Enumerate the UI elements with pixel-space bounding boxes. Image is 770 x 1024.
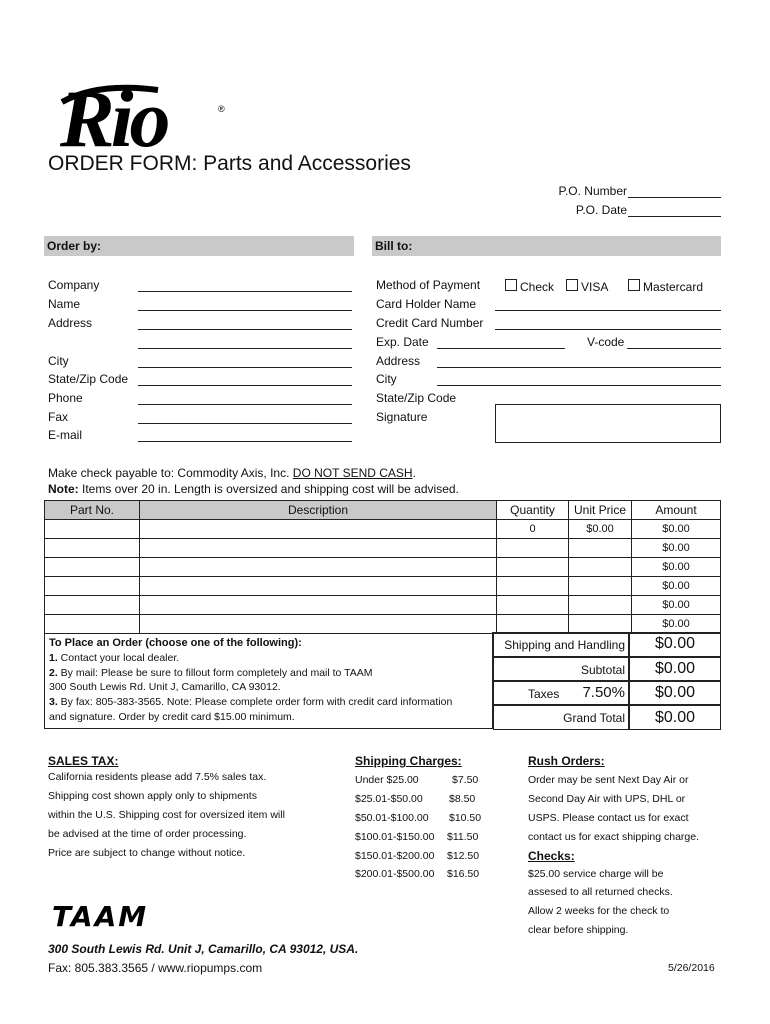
description-cell[interactable]	[140, 615, 497, 634]
phone-label: Phone	[48, 391, 83, 405]
company-label: Company	[48, 278, 100, 292]
vcode-field[interactable]	[627, 348, 721, 349]
taxes-label-cell	[493, 681, 629, 705]
shipping-value: $0.00	[655, 635, 696, 652]
footer-address: 300 South Lewis Rd. Unit J, Camarillo, CA 93012, USA.	[48, 942, 359, 956]
email-label: E-mail	[48, 428, 83, 442]
subtotal-value-cell	[629, 657, 721, 681]
amount-cell: $0.00	[632, 520, 721, 539]
table-row	[45, 558, 721, 577]
table-row	[45, 577, 721, 596]
amount-header: Amount	[632, 501, 721, 520]
rush-line: contact us for exact shipping charge.	[528, 831, 700, 843]
checks-heading: Checks:	[528, 849, 575, 863]
po-date-field[interactable]	[628, 216, 721, 217]
instructions-heading: To Place an Order (choose one of the following):	[49, 637, 302, 649]
name-field[interactable]	[138, 310, 352, 311]
grand-total-value: $0.00	[655, 709, 696, 726]
sales-tax-line: Shipping cost shown apply only to shipments	[48, 790, 257, 802]
taxes-value-cell	[629, 681, 721, 705]
order-by-header: Order by:	[44, 236, 354, 256]
shipping-cost: $11.50	[447, 831, 479, 843]
bill-to-header: Bill to:	[372, 236, 721, 256]
quantity-cell[interactable]	[497, 558, 569, 577]
amount-cell: $0.00	[632, 615, 721, 634]
instruction-2-address: 300 South Lewis Rd. Unit J, Camarillo, CA 93012.	[49, 681, 281, 694]
visa-label: VISA	[581, 280, 609, 294]
city-field[interactable]	[138, 367, 352, 368]
instruction-3-cont: and signature. Order by credit card $15.00 minimum.	[49, 710, 295, 723]
quantity-cell[interactable]	[497, 615, 569, 634]
svg-text:®: ®	[218, 104, 225, 114]
sales-tax-line: within the U.S. Shipping cost for oversized item will	[48, 809, 285, 821]
table-row	[45, 615, 721, 634]
shipping-label-cell	[493, 632, 629, 657]
part-no-cell[interactable]	[45, 577, 140, 596]
check-label: Check	[520, 280, 555, 294]
sales-tax-line: be advised at the time of order processing.	[48, 828, 247, 840]
bill-address-field[interactable]	[437, 367, 721, 368]
svg-text:Rio: Rio	[60, 80, 167, 158]
name-label: Name	[48, 297, 81, 311]
shipping-label: Shipping and Handling	[504, 638, 625, 652]
checks-line: assesed to all returned checks.	[528, 886, 673, 898]
grand-total-label: Grand Total	[563, 711, 625, 725]
description-cell[interactable]	[140, 539, 497, 558]
rio-logo	[58, 80, 233, 158]
unit-price-cell[interactable]	[569, 558, 632, 577]
mastercard-checkbox[interactable]	[628, 279, 640, 291]
shipping-range: $25.01-$50.00	[355, 793, 423, 805]
state-zip-label: State/Zip Code	[48, 372, 129, 386]
part-no-header: Part No.	[45, 501, 140, 520]
rush-line: Order may be sent Next Day Air or	[528, 774, 689, 786]
tax-rate: 7.50%	[582, 684, 625, 701]
sales-tax-line: Price are subject to change without notice.	[48, 847, 246, 859]
quantity-cell[interactable]	[497, 577, 569, 596]
payable-notice: Make check payable to: Commodity Axis, Inc. DO NOT SEND CASH.	[48, 466, 416, 480]
card-holder-field[interactable]	[495, 310, 721, 311]
unit-price-cell[interactable]	[569, 596, 632, 615]
table-row	[45, 596, 721, 615]
sales-tax-heading: SALES TAX:	[48, 754, 119, 768]
shipping-charges-heading: Shipping Charges:	[355, 754, 462, 768]
subtotal-label: Subtotal	[580, 663, 625, 677]
phone-field[interactable]	[138, 404, 352, 405]
bill-city-field[interactable]	[437, 385, 721, 386]
description-cell[interactable]	[140, 577, 497, 596]
part-no-cell[interactable]	[45, 615, 140, 634]
bill-state-zip-label: State/Zip Code	[376, 391, 457, 405]
shipping-range: Under $25.00	[355, 774, 419, 786]
signature-label: Signature	[376, 410, 428, 424]
mastercard-label: Mastercard	[643, 280, 704, 294]
po-number-label: P.O. Number	[558, 184, 627, 198]
quantity-cell[interactable]	[497, 596, 569, 615]
exp-date-label: Exp. Date	[376, 335, 429, 349]
instruction-1: 1. Contact your local dealer.	[49, 651, 180, 664]
bill-city-label: City	[376, 372, 397, 386]
quantity-cell[interactable]: 0	[497, 520, 569, 539]
fax-field[interactable]	[138, 423, 352, 424]
email-field[interactable]	[138, 441, 352, 442]
exp-date-field[interactable]	[437, 348, 565, 349]
taxes-value: $0.00	[655, 684, 696, 701]
bill-address-label: Address	[376, 354, 421, 368]
description-header: Description	[140, 501, 497, 520]
shipping-cost: $12.50	[447, 850, 480, 862]
address-field-2[interactable]	[138, 348, 352, 349]
shipping-range: $100.01-$150.00	[355, 831, 435, 843]
po-number-field[interactable]	[628, 197, 721, 198]
parts-table	[44, 500, 721, 634]
shipping-cost: $8.50	[449, 793, 476, 805]
shipping-cost: $7.50	[452, 774, 479, 786]
card-holder-label: Card Holder Name	[376, 297, 477, 311]
part-no-cell[interactable]	[45, 558, 140, 577]
checks-line: Allow 2 weeks for the check to	[528, 905, 670, 917]
po-date-label: P.O. Date	[575, 203, 627, 217]
instruction-3: 3. By fax: 805-383-3565. Note: Please complete order form with credit card information	[49, 696, 453, 709]
address-label: Address	[48, 316, 93, 330]
checks-line: $25.00 service charge will be	[528, 868, 664, 880]
card-number-label: Credit Card Number	[376, 316, 484, 330]
subtotal-label-cell	[493, 657, 629, 681]
rush-orders-heading: Rush Orders:	[528, 754, 605, 768]
order-instructions	[44, 632, 493, 729]
amount-cell: $0.00	[632, 577, 721, 596]
shipping-value-cell	[629, 632, 721, 657]
signature-box[interactable]	[495, 404, 721, 443]
rush-line: Second Day Air with UPS, DHL or	[528, 793, 686, 805]
shipping-range: $200.01-$500.00	[355, 868, 435, 880]
amount-cell: $0.00	[632, 539, 721, 558]
state-zip-field[interactable]	[138, 385, 352, 386]
shipping-cost: $10.50	[449, 812, 482, 824]
quantity-header: Quantity	[497, 501, 569, 520]
instruction-2: 2. By mail: Please be sure to fillout form completely and mail to TAAM	[49, 666, 373, 679]
sales-tax-line: California residents please add 7.5% sales tax.	[48, 771, 267, 783]
shipping-cost: $16.50	[447, 868, 480, 880]
unit-price-cell[interactable]: $0.00	[569, 520, 632, 539]
page-title: ORDER FORM: Parts and Accessories	[48, 152, 411, 175]
unit-price-cell[interactable]	[569, 539, 632, 558]
address-field[interactable]	[138, 329, 352, 330]
card-number-field[interactable]	[495, 329, 721, 330]
company-field[interactable]	[138, 291, 352, 292]
taxes-label: Taxes	[528, 687, 560, 701]
fax-label: Fax	[48, 410, 69, 424]
part-no-cell[interactable]	[45, 596, 140, 615]
unit-price-header: Unit Price	[569, 501, 632, 520]
amount-cell: $0.00	[632, 596, 721, 615]
check-checkbox[interactable]	[505, 279, 517, 291]
grand-total-label-cell	[493, 705, 629, 730]
city-label: City	[48, 354, 69, 368]
subtotal-value: $0.00	[655, 660, 696, 677]
visa-checkbox[interactable]	[566, 279, 578, 291]
description-cell[interactable]	[140, 596, 497, 615]
description-cell[interactable]	[140, 520, 497, 539]
table-row	[45, 520, 721, 539]
vcode-label: V-code	[587, 335, 625, 349]
description-cell[interactable]	[140, 558, 497, 577]
quantity-cell[interactable]	[497, 539, 569, 558]
amount-cell: $0.00	[632, 558, 721, 577]
part-no-cell[interactable]	[45, 520, 140, 539]
checks-line: clear before shipping.	[528, 924, 629, 936]
grand-total-value-cell	[629, 705, 721, 730]
rush-line: USPS. Please contact us for exact	[528, 812, 689, 824]
unit-price-cell[interactable]	[569, 577, 632, 596]
part-no-cell[interactable]	[45, 539, 140, 558]
footer-contact: Fax: 805.383.3565 / www.riopumps.com	[48, 961, 263, 975]
taam-logo	[52, 902, 192, 928]
shipping-range: $50.01-$100.00	[355, 812, 429, 824]
oversize-note: Note: Items over 20 in. Length is oversized and shipping cost will be advised.	[48, 482, 459, 496]
shipping-range: $150.01-$200.00	[355, 850, 435, 862]
footer-date: 5/26/2016	[668, 962, 715, 974]
unit-price-cell[interactable]	[569, 615, 632, 634]
svg-text:TAAM: TAAM	[52, 902, 149, 928]
payment-method-label: Method of Payment	[376, 278, 481, 292]
table-row	[45, 539, 721, 558]
